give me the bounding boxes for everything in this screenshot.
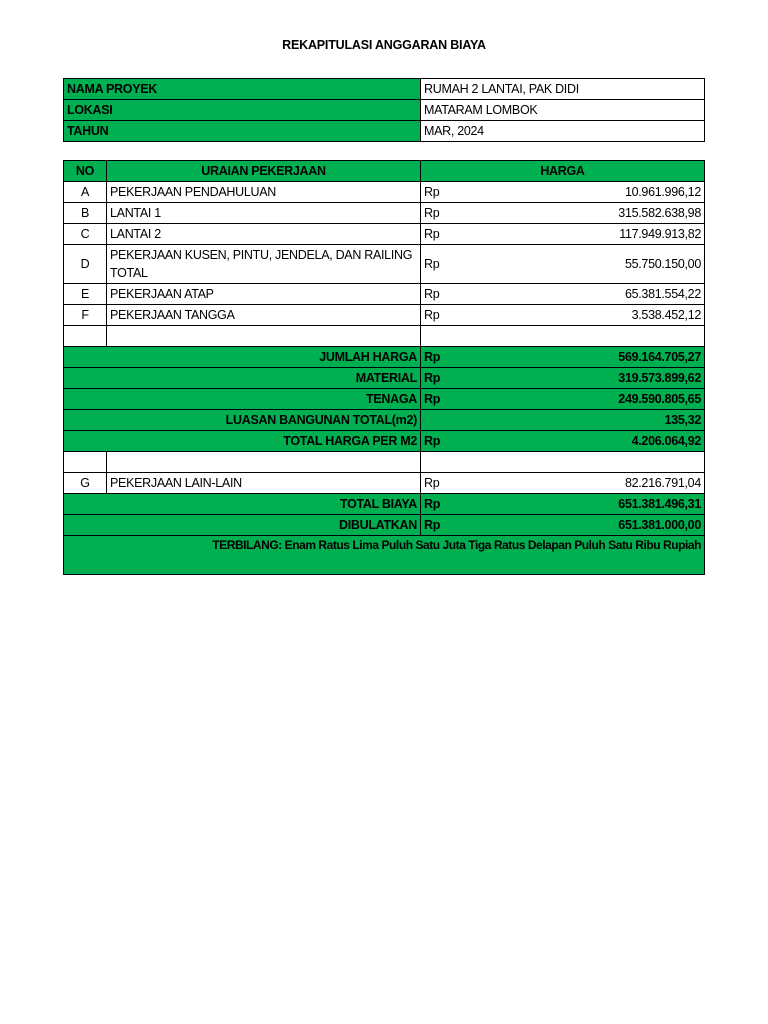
- dibulatkan-value[interactable]: 651.381.000,00: [443, 515, 705, 536]
- material-label: MATERIAL: [64, 368, 421, 389]
- item-uraian[interactable]: PEKERJAAN PENDAHULUAN: [107, 182, 421, 203]
- empty-cell[interactable]: [421, 326, 705, 347]
- empty-row: [64, 452, 705, 473]
- currency-label: Rp: [421, 182, 443, 203]
- item-harga[interactable]: 10.961.996,12: [443, 182, 705, 203]
- info-row-nama-proyek: [64, 79, 705, 100]
- empty-row: [64, 326, 705, 347]
- currency-label: Rp: [421, 494, 443, 515]
- empty-cell[interactable]: [107, 452, 421, 473]
- table-header-row: [64, 161, 705, 182]
- nama-proyek-label: NAMA PROYEK: [64, 79, 421, 100]
- info-row-lokasi: [64, 100, 705, 121]
- item-uraian[interactable]: PEKERJAAN KUSEN, PINTU, JENDELA, DAN RAILING TOTAL: [107, 245, 421, 284]
- jumlah-harga-label: JUMLAH HARGA: [64, 347, 421, 368]
- dibulatkan-label: DIBULATKAN: [64, 515, 421, 536]
- item-no[interactable]: A: [64, 182, 107, 203]
- item-no[interactable]: E: [64, 284, 107, 305]
- header-harga: HARGA: [421, 161, 705, 182]
- item-uraian[interactable]: LANTAI 1: [107, 203, 421, 224]
- currency-label: Rp: [421, 347, 443, 368]
- header-uraian: URAIAN PEKERJAAN: [107, 161, 421, 182]
- summary-row-per-m2: [64, 431, 705, 452]
- currency-label: Rp: [421, 305, 443, 326]
- info-row-tahun: [64, 121, 705, 142]
- item-harga[interactable]: 82.216.791,04: [443, 473, 705, 494]
- table-row: [64, 284, 705, 305]
- empty-cell[interactable]: [64, 452, 107, 473]
- lokasi-value[interactable]: MATARAM LOMBOK: [421, 100, 705, 121]
- header-no: NO: [64, 161, 107, 182]
- empty-cell[interactable]: [64, 326, 107, 347]
- currency-label: Rp: [421, 473, 443, 494]
- item-harga[interactable]: 55.750.150,00: [443, 245, 705, 284]
- summary-row-material: [64, 368, 705, 389]
- empty-cell[interactable]: [421, 452, 705, 473]
- item-harga[interactable]: 315.582.638,98: [443, 203, 705, 224]
- item-uraian[interactable]: LANTAI 2: [107, 224, 421, 245]
- item-uraian[interactable]: PEKERJAAN LAIN-LAIN: [107, 473, 421, 494]
- table-row: [64, 305, 705, 326]
- nama-proyek-value[interactable]: RUMAH 2 LANTAI, PAK DIDI: [421, 79, 705, 100]
- item-harga[interactable]: 65.381.554,22: [443, 284, 705, 305]
- luasan-label: LUASAN BANGUNAN TOTAL(m2): [64, 410, 421, 431]
- material-value[interactable]: 319.573.899,62: [443, 368, 705, 389]
- currency-label: Rp: [421, 284, 443, 305]
- currency-label: Rp: [421, 515, 443, 536]
- item-uraian[interactable]: PEKERJAAN TANGGA: [107, 305, 421, 326]
- item-no[interactable]: D: [64, 245, 107, 284]
- currency-label: Rp: [421, 431, 443, 452]
- table-row: [64, 473, 705, 494]
- summary-row-tenaga: [64, 389, 705, 410]
- item-uraian[interactable]: PEKERJAAN ATAP: [107, 284, 421, 305]
- currency-label: Rp: [421, 203, 443, 224]
- item-no[interactable]: G: [64, 473, 107, 494]
- per-m2-label: TOTAL HARGA PER M2: [64, 431, 421, 452]
- luasan-value[interactable]: 135,32: [421, 410, 705, 431]
- per-m2-value[interactable]: 4.206.064,92: [443, 431, 705, 452]
- table-row: [64, 245, 705, 284]
- currency-label: Rp: [421, 368, 443, 389]
- tahun-label: TAHUN: [64, 121, 421, 142]
- summary-row-luasan: [64, 410, 705, 431]
- lokasi-label: LOKASI: [64, 100, 421, 121]
- currency-label: Rp: [421, 224, 443, 245]
- tenaga-label: TENAGA: [64, 389, 421, 410]
- budget-table: [63, 160, 705, 575]
- item-no[interactable]: F: [64, 305, 107, 326]
- table-row: [64, 182, 705, 203]
- terbilang-row: [64, 536, 705, 575]
- item-no[interactable]: C: [64, 224, 107, 245]
- total-row-total-biaya: [64, 494, 705, 515]
- document-title: REKAPITULASI ANGGARAN BIAYA: [282, 38, 486, 52]
- terbilang-text[interactable]: TERBILANG: Enam Ratus Lima Puluh Satu Juta Tiga Ratus Delapan Puluh Satu Ribu Rupiah: [64, 536, 705, 575]
- tenaga-value[interactable]: 249.590.805,65: [443, 389, 705, 410]
- table-row: [64, 203, 705, 224]
- item-no[interactable]: B: [64, 203, 107, 224]
- currency-label: Rp: [421, 245, 443, 284]
- total-row-dibulatkan: [64, 515, 705, 536]
- currency-label: Rp: [421, 389, 443, 410]
- total-biaya-label: TOTAL BIAYA: [64, 494, 421, 515]
- empty-cell[interactable]: [107, 326, 421, 347]
- jumlah-harga-value[interactable]: 569.164.705,27: [443, 347, 705, 368]
- summary-row-jumlah-harga: [64, 347, 705, 368]
- total-biaya-value[interactable]: 651.381.496,31: [443, 494, 705, 515]
- project-info-table: [63, 78, 705, 142]
- item-harga[interactable]: 3.538.452,12: [443, 305, 705, 326]
- item-harga[interactable]: 117.949.913,82: [443, 224, 705, 245]
- table-row: [64, 224, 705, 245]
- tahun-value[interactable]: MAR, 2024: [421, 121, 705, 142]
